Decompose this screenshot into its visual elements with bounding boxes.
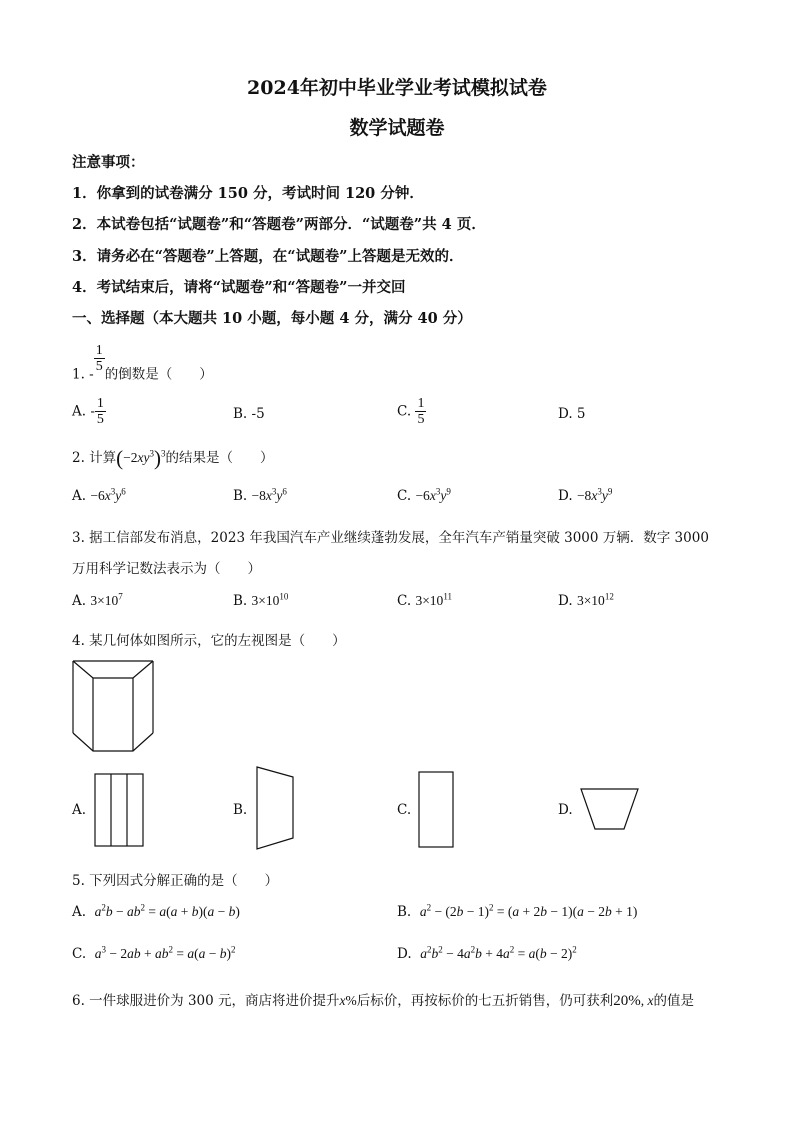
q6-part-1: 6. 一件球服进价为 300 元，商店将进价提升 [72, 993, 340, 1009]
q3-line-2: 万用科学记数法表示为（ ） [72, 561, 261, 577]
q3-option-d: D. $3\times 10^{12}$ [558, 591, 614, 609]
q2-expression: $(-2xy^3)^3$ [116, 446, 166, 470]
q5-option-a: A. $a^2b - ab^2 = a(a + b)(a - b)$ [72, 902, 240, 920]
q5-option-d-label: D. [397, 946, 412, 962]
q4-option-d-label: D. [558, 802, 573, 818]
q3-option-c: C. $3\times 10^{11}$ [397, 591, 452, 609]
q6-part-3: 的值是 [653, 993, 695, 1009]
q3-option-a-label: A. [72, 593, 87, 609]
q2-option-d-label: D. [558, 488, 573, 504]
q6-percent: 20% [613, 993, 641, 1009]
q1-option-d: D. 5 [558, 406, 586, 422]
q1-prefix: 1. - [72, 366, 94, 383]
q5-option-b-label: B. [397, 904, 412, 920]
q2-prefix: 2. 计算 [72, 450, 117, 466]
q3-option-b-label: B. [233, 593, 248, 609]
q5-option-c-label: C. [72, 946, 87, 962]
q4-option-c-label: C. [397, 802, 412, 818]
q4-option-a-label: A. [72, 802, 87, 818]
q1-option-c-numerator: 1 [417, 396, 425, 411]
note-item: 2．本试卷包括“试题卷”和“答题卷”两部分．“试题卷”共 4 页． [72, 216, 486, 233]
q5-stem: 5. 下列因式分解正确的是（ ） [72, 873, 279, 889]
q3-line-1: 3. 据工信部发布消息，2023 年我国汽车产业继续蓬勃发展，全年汽车产销量突破 3000 万辆．数字 3000 [72, 530, 709, 546]
q1-option-a-label: A. - [72, 403, 95, 420]
q1-fraction-numerator: 1 [95, 343, 103, 358]
q5-option-b: B. $a^2 - (2b - 1)^2 = (a + 2b - 1)(a - 2b + 1)$ [397, 902, 638, 920]
q2-option-a: A. $-6x^3y^6$ [72, 486, 126, 504]
q5-option-c: C. $a^3 - 2ab + ab^2 = a(a - b)^2$ [72, 944, 236, 962]
q4-option-b-label: B. [233, 802, 248, 818]
exam-subtitle: 数学试题卷 [349, 117, 445, 139]
note-item: 1．你拿到的试卷满分 150 分，考试时间 120 分钟． [72, 185, 424, 202]
q6-part-2: 后标价，再按标价的七五折销售，仍可获利 [356, 993, 614, 1009]
question-6: 6. 一件球服进价为 300 元，商店将进价提升x%后标价，再按标价的七五折销售，仍可获利20%, x的值是 [72, 993, 695, 1009]
q1-option-c-label: C. [397, 403, 412, 420]
q3-option-c-label: C. [397, 593, 412, 609]
q2-option-a-label: A. [72, 488, 87, 504]
exam-title: 2024年初中毕业学业考试模拟试卷 [247, 77, 547, 99]
q1-option-a-numerator: 1 [96, 396, 104, 411]
q3-option-a: A. $3\times 10^7$ [72, 591, 123, 609]
q1-option-c-denominator: 5 [417, 412, 425, 428]
q3-option-b: B. $3\times 10^{10}$ [233, 591, 289, 609]
q1-fraction-denominator: 5 [95, 359, 103, 375]
q2-option-b-label: B. [233, 488, 248, 504]
q1-option-b: B. -5 [233, 406, 265, 422]
q4-stem: 4. 某几何体如图所示，它的左视图是（ ） [72, 633, 346, 649]
q5-option-d: D. $a^2b^2 - 4a^2b + 4a^2 = a(b - 2)^2$ [397, 944, 577, 962]
q2-option-c-label: C. [397, 488, 412, 504]
q2-option-c: C. $-6x^3y^9$ [397, 486, 451, 504]
q3-option-d-label: D. [558, 593, 573, 609]
q1-stem: 的倒数是（ ） [104, 366, 213, 383]
q2-option-d: D. $-8x^3y^9$ [558, 486, 613, 504]
note-item: 4．考试结束后，请将“试题卷”和“答题卷”一并交回 [72, 279, 406, 296]
q5-option-a-label: A. [72, 904, 87, 920]
q1-option-a-denominator: 5 [96, 412, 104, 428]
q2-stem: 的结果是（ ） [165, 450, 274, 466]
section-heading: 一、选择题（本大题共 10 小题，每小题 4 分，满分 40 分） [72, 310, 472, 327]
note-item: 3．请务必在“答题卷”上答题，在“试题卷”上答题是无效的． [72, 248, 464, 265]
q2-option-b: B. $-8x^3y^6$ [233, 486, 287, 504]
notes-heading: 注意事项： [72, 154, 145, 171]
